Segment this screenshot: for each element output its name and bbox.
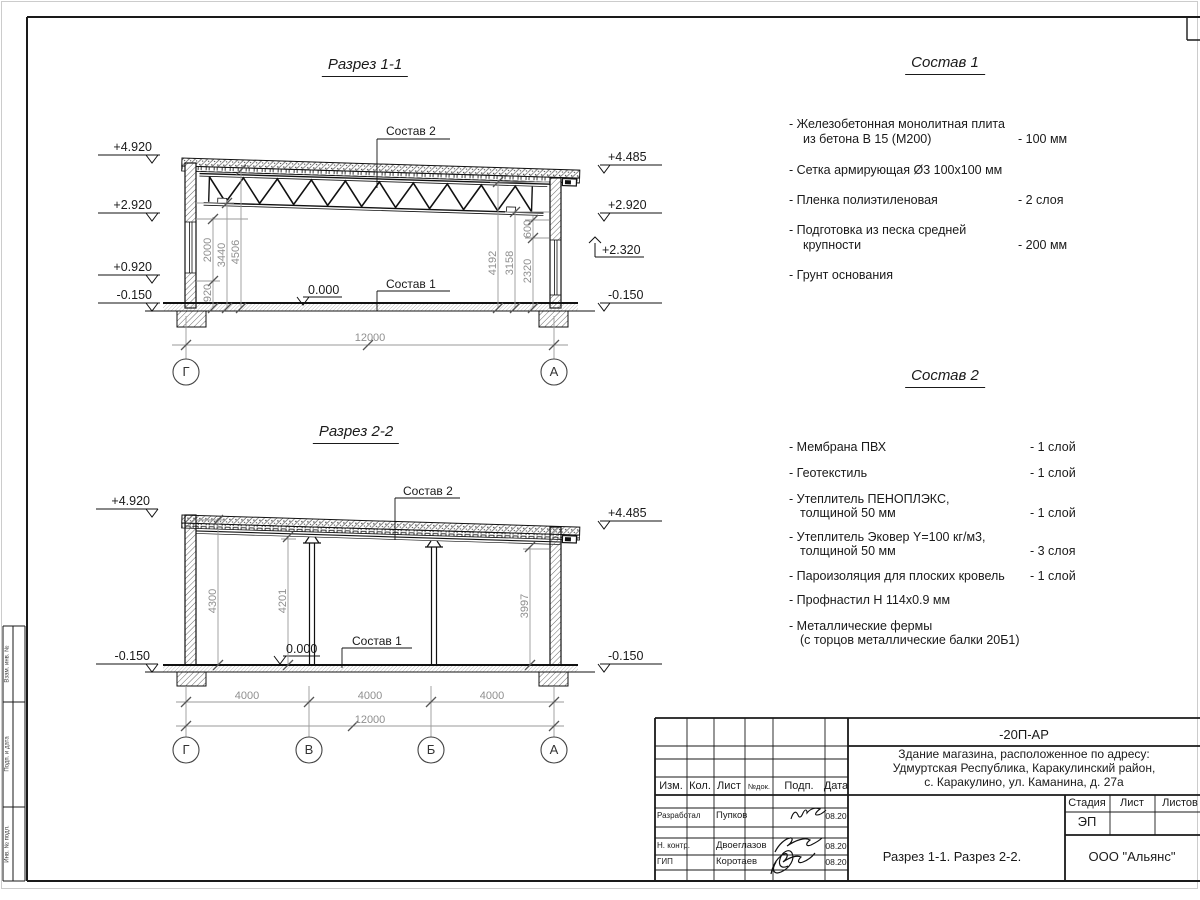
sostav2-item-4-line1: - Пароизоляция для плоских кровель	[789, 569, 1005, 583]
titleblock-stage-value: ЭП	[1077, 814, 1097, 829]
titleblock-row-1-role: Н. контр.	[657, 841, 691, 850]
titleblock-row-2-name: Коротаев	[716, 856, 758, 867]
section2-foundation-left	[177, 672, 206, 686]
titleblock-company: ООО "Альянс"	[1088, 849, 1176, 864]
section1-elev-left-0: +4.920	[113, 140, 152, 154]
section2-elev-bottom-left: -0.150	[114, 649, 150, 663]
section2-zero-label: 0.000	[286, 642, 318, 656]
sostav1-item-0-line2: из бетона В 15 (М200)	[803, 132, 932, 146]
section2-elev-top-left: +4.920	[111, 494, 150, 508]
titleblock-drawing-name: Разрез 1-1. Разрез 2-2.	[882, 849, 1022, 864]
section1-axis-left-label: Г	[182, 363, 190, 379]
section2-elev-bottom-right: -0.150	[608, 649, 644, 663]
sostav2-item-2-line1: - Утеплитель ПЕНОПЛЭКС,	[789, 492, 950, 506]
titleblock-col-list: Лист	[717, 780, 741, 792]
sostav2-item-2-line2: толщиной 50 мм	[800, 506, 896, 520]
section1-foundation-left	[177, 311, 206, 327]
titleblock-col-kol: Кол.	[689, 780, 711, 792]
titleblock-row-2-date: 08.20	[825, 857, 847, 867]
sostav2-title: Состав 2	[905, 368, 985, 388]
sostav2-item-1-line1: - Геотекстиль	[789, 466, 868, 480]
side-strip-label-2: Инв. № подл.	[4, 825, 11, 863]
section1-elev-right-1: +2.920	[608, 198, 647, 212]
side-strip-label-1: Подп. и дата	[4, 736, 11, 772]
section1-foundation-right	[539, 311, 568, 327]
titleblock-address-line1: Здание магазина, расположенное по адресу:	[898, 747, 1150, 761]
sostav1-item-0-value: - 100 мм	[1018, 132, 1068, 146]
titleblock-sheets-label: Листов	[1162, 797, 1198, 809]
titleblock-row-1-name: Двоеглазов	[716, 840, 767, 851]
section2-roof	[181, 515, 579, 545]
section1-callout-top: Состав 2	[386, 124, 436, 138]
section2-span-0: 4000	[234, 690, 260, 702]
sostav1-item-2-value: - 2 слоя	[1018, 193, 1064, 207]
section1-title: Разрез 1-1	[322, 57, 408, 77]
section1-dim-4192: 4192	[486, 250, 499, 276]
sostav2-item-6-line1: - Металлические фермы	[789, 619, 933, 633]
section1-floor	[145, 303, 595, 327]
section2-dim-4201: 4201	[276, 588, 289, 614]
section2-dim-3997: 3997	[518, 593, 531, 619]
section2-title: Разрез 2-2	[313, 424, 399, 444]
section1-dim-2000: 2000	[201, 237, 214, 263]
sostav2-item-0-value: - 1 слой	[1030, 440, 1076, 454]
top-right-code-box	[1187, 17, 1200, 40]
sostav2-item-2-value: - 1 слой	[1030, 506, 1076, 520]
titleblock-row-0-role: Разработал	[657, 811, 701, 820]
sostav2-item-1-value: - 1 слой	[1030, 466, 1076, 480]
sostav2-item-4-value: - 1 слой	[1030, 569, 1076, 583]
section2-dim-4300: 4300	[206, 588, 219, 614]
section1-zero-label: 0.000	[308, 283, 340, 297]
section1-dim-3158: 3158	[503, 250, 516, 276]
section1-dim-920: 920	[201, 283, 214, 303]
section1-elev-right-2: +2.320	[602, 243, 641, 257]
section1-elev-left-3: -0.150	[116, 288, 152, 302]
section2-foundation-right	[539, 672, 568, 686]
section1-elev-left-2: +0.920	[113, 260, 152, 274]
sostav2-item-6-line2: (с торцов металлические балки 20Б1)	[800, 633, 1020, 647]
section1-dim-2320: 2320	[521, 258, 534, 284]
titleblock-col-izm: Изм.	[659, 780, 683, 792]
section1-callout-floor: Состав 1	[386, 277, 436, 291]
section2-axis-v: В	[304, 741, 314, 757]
section2-axis-g: Г	[182, 741, 190, 757]
titleblock-row-1-date: 08.20	[825, 841, 847, 851]
sostav1-item-4-line1: - Грунт основания	[789, 268, 894, 282]
section1-dim-3440: 3440	[215, 242, 228, 268]
sostav2-item-0-line1: - Мембрана ПВХ	[789, 440, 887, 454]
side-strip-label-0: Взам. инв. №	[4, 645, 11, 683]
sostav1-item-1-line1: - Сетка армирующая Ø3 100х100 мм	[789, 163, 1003, 177]
titleblock-col-podp: Подп.	[784, 780, 814, 792]
sostav2-item-3-line1: - Утеплитель Эковер Y=100 кг/м3,	[789, 530, 986, 544]
sostav1-item-3-line1: - Подготовка из песка средней	[789, 223, 967, 237]
titleblock-sheet-label: Лист	[1120, 797, 1144, 809]
section1-right-wall	[550, 178, 561, 308]
signature-razrabotal	[791, 808, 826, 819]
titleblock-code: -20П-АР	[999, 727, 1049, 742]
section1-dim-600: 600	[521, 219, 534, 239]
section2-left-wall	[185, 515, 196, 665]
sostav1-item-2-line1: - Пленка полиэтиленовая	[789, 193, 938, 207]
section2-right-wall	[550, 527, 561, 665]
titleblock-row-2-role: ГИП	[657, 857, 673, 866]
titleblock-row-0-name: Пупков	[716, 810, 748, 821]
sostav1-item-0-line1: - Железобетонная монолитная плита	[789, 117, 1005, 131]
section2-zero-mark	[274, 656, 320, 664]
section1-span-total: 12000	[354, 332, 386, 344]
signature-gip	[771, 838, 822, 874]
section2-span-total: 12000	[354, 714, 386, 726]
section2-axis-b: Б	[426, 741, 436, 757]
titleblock-row-0-date: 08.20	[825, 811, 847, 821]
section1-left-wall	[185, 163, 196, 308]
section1-elev-right-0: +4.485	[608, 150, 647, 164]
section2-axis-a: А	[549, 741, 559, 757]
section2-callout-floor: Состав 1	[352, 634, 402, 648]
sostav1-item-3-value: - 200 мм	[1018, 238, 1068, 252]
sostav2-item-3-line2: толщиной 50 мм	[800, 544, 896, 558]
titleblock-address-line3: с. Каракулино, ул. Каманина, д. 27а	[924, 775, 1124, 789]
sostav1-title: Состав 1	[905, 55, 985, 75]
section2-column-b	[425, 541, 443, 665]
section1-axis-right-label: А	[549, 363, 559, 379]
titleblock-address-line2: Удмуртская Республика, Каракулинский район,	[892, 761, 1156, 775]
section2-callout-top: Состав 2	[403, 484, 453, 498]
titleblock-stage-label: Стадия	[1068, 797, 1106, 809]
titleblock-col-dok: №док.	[748, 782, 770, 791]
section2-span-2: 4000	[479, 690, 505, 702]
section1-elev-left-1: +2.920	[113, 198, 152, 212]
section1-dim-4506: 4506	[229, 239, 242, 265]
section1-elev-right-3: -0.150	[608, 288, 644, 302]
titleblock-col-data: Дата	[823, 780, 849, 792]
section-1-1-drawing	[98, 139, 662, 385]
sostav2-item-3-value: - 3 слоя	[1030, 544, 1076, 558]
sostav2-item-5-line1: - Профнастил Н 114х0.9 мм	[789, 593, 951, 607]
section2-elev-top-right: +4.485	[608, 506, 647, 520]
section2-span-1: 4000	[357, 690, 383, 702]
sostav1-item-3-line2: крупности	[803, 238, 862, 252]
